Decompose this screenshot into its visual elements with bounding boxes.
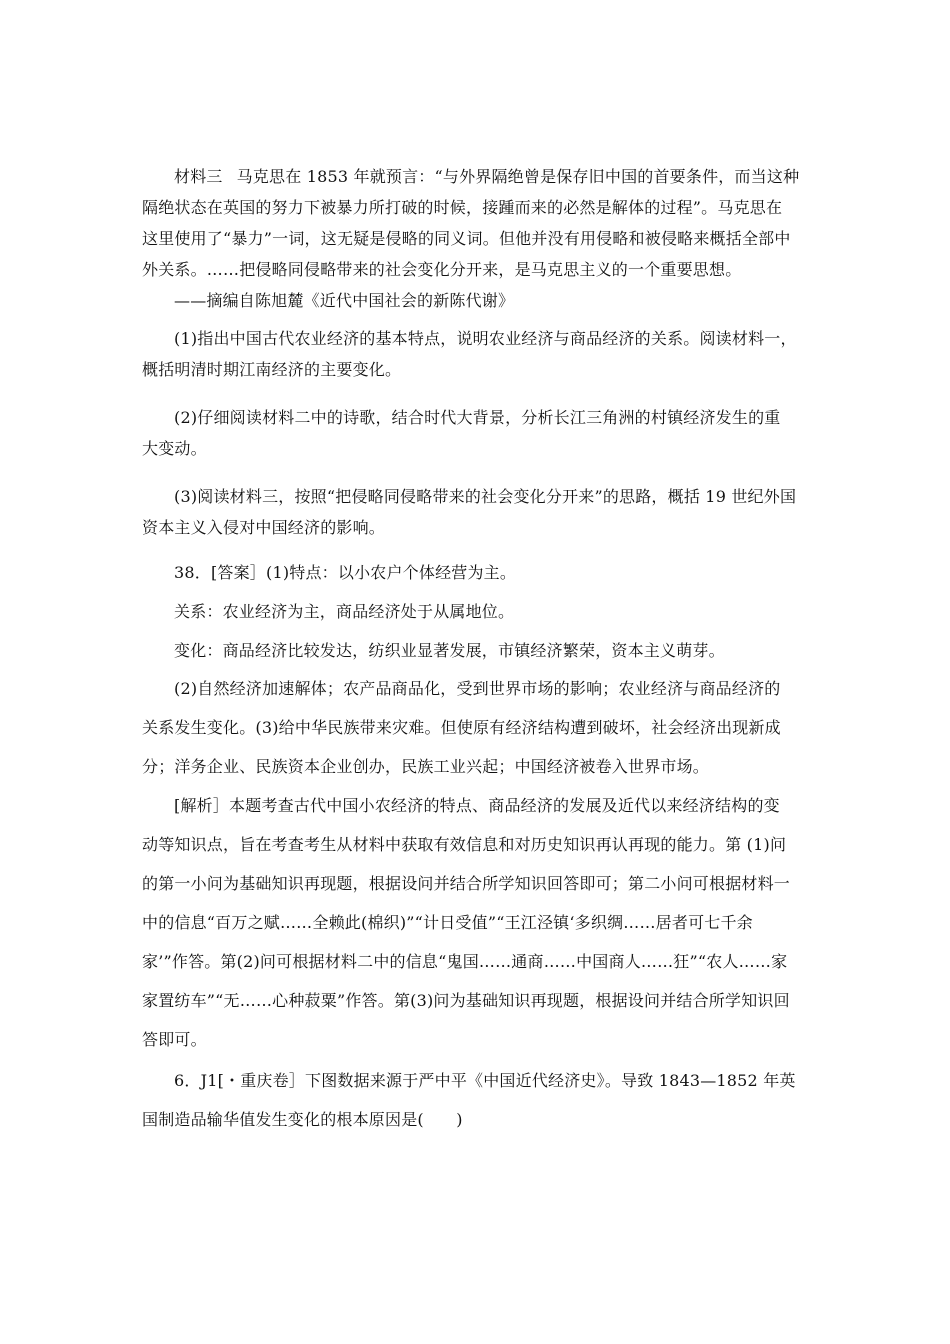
answer-relation: 关系：农业经济为主，商品经济处于从属地位。 — [174, 602, 515, 621]
material-three-line: 外关系。……把侵略同侵略带来的社会变化分开来，是马克思主义的一个重要思想。 — [142, 260, 742, 279]
source-citation: ——摘编自陈旭麓《近代中国社会的新陈代谢》 — [174, 291, 515, 310]
question-1: (1)指出中国古代农业经济的基本特点，说明农业经济与商品经济的关系。阅读材料一， 概括明清时期江南经济的主要变化。 — [142, 329, 797, 379]
material-three-line: 隔绝状态在英国的努力下被暴力所打破的时候，接踵而来的必然是解体的过程”。马克思在 — [142, 198, 783, 217]
answer-section — [142, 557, 812, 588]
question-2: (2)仔细阅读材料二中的诗歌，结合时代大背景，分析长江三角洲的村镇经济发生的重 大变动。 — [142, 408, 781, 458]
material-three-line: 材料三 马克思在 1853 年就预言：“与外界隔绝曾是保存旧中国的首要条件，而当这种 — [174, 167, 800, 186]
material-source — [142, 285, 812, 316]
answer-part-2-3: (2)自然经济加速解体；农产品商品化，受到世界市场的影响；农业经济与商品经济的 关系发生变化。(3)给中华民族带来灾难。但使原有经济结构遭到破坏，社会经济出现新成 分；洋务企业、民族资本企业创办，民族工业兴起；中国经济被卷入世界市场。 — [142, 679, 781, 776]
answer-change: 变化：商品经济比较发达，纺织业显著发展，市镇经济繁荣，资本主义萌芽。 — [174, 641, 725, 660]
answer-first-line: 38．[答案］(1)特点：以小农户个体经营为主。 — [174, 563, 517, 582]
material-label: 材料三 — [174, 167, 223, 186]
material-three-line: 这里使用了“暴力”一词，这无疑是侵略的同义词。但他并没有用侵略和被侵略来概括全部中 — [142, 229, 791, 248]
material-three-paragraph — [142, 161, 812, 285]
analysis-section: [解析］本题考查古代中国小农经济的特点、商品经济的发展及近代以来经济结构的变 动等知识点，旨在考查考生从材料中获取有效信息和对历史知识再认再现的能力。第 (1)问 的第一小问为基础知识再现题，根据设问并结合所学知识回答即可；第二小问可根据材料一 中的信息“百万之赋……全赖此(棉织)”“计日受值”“王江泾镇‘多织绸……居者可七千余 家’”作答。第(2)问可根据材料二中的信息“鬼国……通商……中国商人……狂”“农人……家 家置纺车”“无……心种菽粟”作答。第(3)问为基础知识再现题，根据设问并结合所学知识回 答即可。 — [142, 796, 791, 1049]
question-6: 6．J1[・重庆卷］下图数据来源于严中平《中国近代经济史》。导致 1843—1852 年英 国制造品输华值发生变化的根本原因是( ) — [142, 1071, 796, 1129]
question-3: (3)阅读材料三，按照“把侵略同侵略带来的社会变化分开来”的思路，概括 19 世纪外国 资本主义入侵对中国经济的影响。 — [142, 487, 797, 537]
